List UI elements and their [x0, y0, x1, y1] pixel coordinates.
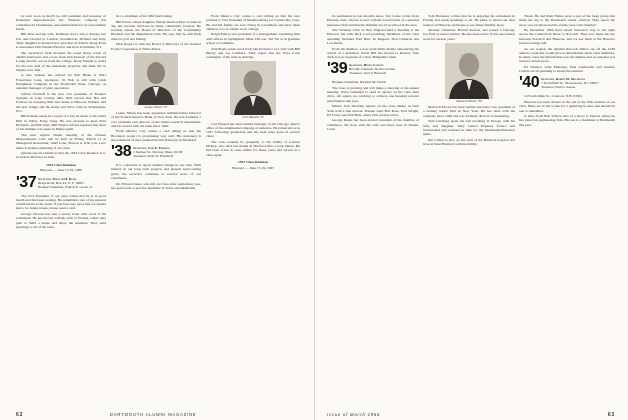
- class-note-paragraph: Walt Lindberg spent the fall traveling in Europe with his wife and daughter. They visited England, France and Switzerland and returned in time for the Dartmouth-Princeton game.: [423, 119, 515, 137]
- class-note-paragraph: Dick Rogers is with the Board of Directors of the General Foods Corporation at White Plains.: [111, 42, 201, 51]
- photo-caption-hassett: Carl Hassett '37: [242, 115, 264, 120]
- class-note-paragraph: Ed Wallace, John Mahoney, Paul Lanfranchi and Andrew Collins are all planning to attend the reunion.: [519, 64, 615, 74]
- class-note-paragraph: As our request the Alumni Records Office cut off the 1939 address cards that would give us information about class members. In many cases the information was incomplete and we ask that you send us current news.: [519, 46, 615, 64]
- class-note-paragraph: Dr. Edward Jones, who left our class after sophomore year, has gone back to practice medicine in Texas and Oklahoma.: [111, 181, 201, 190]
- class-heading-38: [111, 145, 201, 159]
- class-note-paragraph: The Vermont Club of New England held a meeting at the Hanover Inn with Dick Lord presiding. Members of the class attending included Fred Burr, Al Ruppert, Don Cameron and Lou Kerns.: [327, 28, 419, 45]
- class-address-37: Ridge Road, Box 44, N. Y. 10005: [38, 180, 84, 185]
- photo-caption-nilson: Lamar Nilson '37: [144, 104, 168, 109]
- left-column-2: [111, 14, 201, 396]
- class-note-paragraph: From Mexico City comes a card telling us that his new position is Vice President of Manufacturing for Canada Dry Corp. He and his family are now living in Larchmont and have three children, two of whom are in college.: [206, 14, 300, 31]
- class-address-39: Box 98, Caldwell, North Carolina: [349, 67, 396, 72]
- class-heading-40: [519, 76, 615, 90]
- class-year-38: '38: [111, 143, 132, 161]
- class-note-paragraph: Ralph Ellis is vice president of a management consulting firm with offices in Springfield, Mass. His son, Ted '64, is in graduate school at Columbia.: [206, 32, 300, 45]
- photo-caption-moore: Maxwell Moore '39: [456, 98, 482, 103]
- class-note-paragraph: Gilbert Frohloff is the new vice president of Frontier Systems in Lake County. Mrs. Hall reports that Hal and Frances are enjoying their new home at Hanover, Indiana, and the new bridge and the Army and Navy Club in Washington, D.C.: [16, 91, 106, 113]
- class-note-paragraph: Bill Eaton, whose daughter Wendy married Peter Conner in '64, has become involved in many community projects. He recently joined the Board of Directors of the Community Hospital and the Republican Club. He says that he still finds time for golf and fishing.: [111, 19, 201, 41]
- l-c1-b-text-block: [16, 194, 106, 229]
- page-number-right: 63: [607, 412, 615, 418]
- class-note-paragraph: Bill Kunsen sends in a report of a trip he made to the Guild Hall in Valley Forge Song. He was pleased to meet Fred Richards, and Bill Jules. Phil Wentworth has reported that most of his summer was spent in Maine again.: [16, 114, 106, 132]
- class-note-paragraph: From Mexico City comes a card telling us that the Brockport project is progressing very well. His stationery is the letterhead of the Canadian Pacific Railways in Montreal.: [111, 129, 201, 142]
- class-note-paragraph: The next regular dinner meeting of the Eastern Massachusetts Club will be held on Friday, March 11 at Dukeguard Restaurant, Stuff Lane, Boston at 6:30 p.m. Let's make it another gathering of our class.: [16, 132, 106, 150]
- class-year-39: '39: [327, 60, 348, 78]
- l-c1-a-text-block: [16, 14, 106, 160]
- class-agent-38: Treasurer, Peter W. Ernsdorff: [133, 154, 173, 159]
- right-column-2: [423, 14, 515, 396]
- class-heading-39: [327, 62, 419, 76]
- reunion-title-1934: 1934 Class Reunion: [46, 162, 76, 167]
- class-note-paragraph: Tom Boyle sends word from San Francisco of a visit with Bill Hurley and Joe Lombard. They report that the West Coast contingent of the class is thriving.: [206, 46, 300, 60]
- class-year-37: '37: [16, 173, 37, 191]
- issue-date: Issue of March 1966: [327, 412, 381, 417]
- class-secretary-37: Secretary, William H. Keyes: [38, 176, 77, 181]
- left-column-1: [16, 14, 106, 396]
- class-note-paragraph: Lamar Nilson has been appointed Administrative Director of the Federal Reserve Bank of New York. He was formerly a vice president and director of the bank's research department, and has served with the bank since 1946.: [111, 111, 201, 128]
- class-secretary-39: Secretary, Henry Conklin: [349, 63, 384, 68]
- class-note-paragraph: A new address has arrived for Bob Blake at 2021 Forestview Lane, Glenview, Ill. Bob is still with Clark Equipment Company in the Production Plant. Chicago, as assistant manager of plant operations.: [16, 73, 106, 91]
- class-year-40: '40: [519, 74, 540, 92]
- class-address-40: 1 North Bath St., Moorestown, N.J. 08057: [541, 81, 599, 86]
- class-note-paragraph: Bill Ross and his wife, Kathleen, had a trip to Europe last fall, and traveled to London, Scandinavia, Holland and Italy. Their daughter is married now and lives in Zurich. Doug Frost is associated with Western Electric and lives in Summit, N.J.: [16, 32, 106, 50]
- class-address-38: 1 Sumner St., Newton, Mass. 02158: [133, 150, 183, 155]
- class-note-paragraph: 14 North Main St., Concord, N.H. 03301: [524, 94, 583, 99]
- class-note-paragraph: Thorn. He and Ruth Elaine were a part of the large group that made the trip to the Dartmouth winter carnival. They report the snow was excellent and the events were well attended.: [519, 14, 615, 27]
- l-c2-a-text-block: [111, 14, 201, 51]
- class-note-paragraph: The class is growing and will make a showing at the annual meeting. We're reminded to send in reports on the class fund drive. All agents are working to achieve one hundred percent participation this year.: [327, 85, 419, 103]
- class-note-paragraph: Another classmate, Harold Stewart, has joined a Chicago law firm as senior partner. He has been active in bar association work for several years.: [423, 28, 515, 41]
- headshot-photo-nilson: [111, 53, 201, 105]
- class-note-paragraph: Our secretary's mail includes the usual heavy batch of alumni fund news and a note from Jack Pearson of the Second Lodge directly across from the village. Doug Fennell is ready for the new half of the retirement program, and finds life in Naples to be fine.: [16, 50, 106, 72]
- class-agent-39: Treasurer, Jean V. Hancock: [349, 71, 387, 76]
- right-column-1: [327, 14, 419, 396]
- right-page: [314, 0, 628, 420]
- r-c2-b-text-block: [423, 105, 515, 146]
- r-c3-b-text-block: [519, 94, 615, 127]
- r-c1-a-text-block: [327, 14, 419, 59]
- l-c3-b-text-block: [206, 122, 300, 157]
- headshot-photo-hassett: [206, 61, 300, 115]
- left-column-3: [206, 14, 300, 396]
- class-note-paragraph: Bequest Chairman, Richard M. Welch: [332, 80, 387, 85]
- class-heading-37: [16, 173, 106, 191]
- right-column-3: [519, 14, 615, 396]
- class-agent-37: Bequest Chairman, Francis E. Lyons, Jr.: [38, 184, 93, 189]
- class-note-paragraph: Hanover has been chosen as the site of the 25th reunion of our class. Plans are in the works for a gathering in June that should be one to remember.: [519, 100, 615, 113]
- class-note-paragraph: A letter from Bob Wilson tells of a move to Denver where he has joined an engineering firm. His son is a freshman at Dartmouth this year.: [519, 114, 615, 127]
- class-secretary-38: Secretary, John E. Emerson: [133, 146, 170, 151]
- l-c2-c-text-block: [111, 163, 201, 190]
- class-secretary-40: Secretary, Robert M. Macmillen: [541, 77, 586, 82]
- reunion-dates-1937: Hanover — June 13-19, 1967: [231, 165, 275, 170]
- r-c2-a-text-block: [423, 14, 515, 41]
- class-note-paragraph: George Stevens has sent a newsy letter with word of his retirement. He has moved with his wife to Florida, where they plan to build a house and enjoy the sunshine. They send greetings to all of the class.: [16, 212, 106, 229]
- class-note-paragraph: The class extends its sympathy to the family of Gordon McKay, who died last month in Hartford after a long illness. He had been active in class affairs for many years and served as a class agent.: [206, 139, 300, 157]
- r-c1-b-text-block: [327, 80, 419, 131]
- class-note-paragraph: By December 1966 fund raised Sarasota's way to the right across the Connecticut River to Norwich. They now make the trip between Norwich and Hanover, and we see them at the Hanover Green looking well.: [519, 28, 615, 45]
- reunion-dates-1934: Hanover — June 13-19, 1966: [39, 168, 83, 173]
- class-note-paragraph: Carl Hassett has been named manager of the Chicago district office of the Aluminum Company of America. He joined Alcoa in 1937 following graduation and has held sales posts in several cities.: [206, 121, 300, 139]
- reunion-title-1937: 1937 Class Reunion: [238, 159, 268, 164]
- class-note-paragraph: Dinner Jack Sheridan reports on the class dinner in New York with a fine turnout. Present were Bob Ross, Tom Wright, Ed Carey and Walt Hale, along with several wives.: [327, 104, 419, 117]
- page-number-left: 62: [16, 412, 24, 418]
- class-note-paragraph: be co-chairman of its 1966 fund raising.: [116, 14, 173, 18]
- class-agent-40: Treasurer, Paul G. Keene: [541, 85, 576, 90]
- class-note-paragraph: in town soon as they'll be still president and treasurer of Industrial Reproductions, Inc. Warren's company has completed its Cleanliness, and underwritten for two investment funds.: [16, 14, 106, 31]
- class-note-paragraph: Maxwell Moore has been named executive vice president of a leading textile firm in New York. He has been with the company since 1946 and was formerly director of marketing.: [423, 105, 515, 118]
- class-note-paragraph: Tom Hennessy writes that he is enjoying his retirement in Florida and sends greetings to all. He plans to attend our next reunion in Hanover and hopes to see many familiar faces.: [423, 14, 515, 27]
- magazine-title: DARTMOUTH ALUMNI MAGAZINE: [110, 412, 197, 417]
- class-note-paragraph: From the mailbox: a note from Wells Kelley announcing the arrival of a grandson; Norm Hill has moved to Denver; Stan Tuck is now treasurer of a New Hampshire bank.: [327, 46, 419, 60]
- headshot-photo-moore: [423, 43, 515, 99]
- r-c3-a-text-block: [519, 14, 615, 73]
- class-note-paragraph: George Deane has been elected president of his chamber of commerce. He lives with his wife and three sons in Darien, Conn.: [327, 118, 419, 131]
- class-note-paragraph: Annual reports remind us that the 1934 Class Reunion is to be held in Hanover in June.: [16, 151, 106, 160]
- class-note-paragraph: be nominated in last month's news. Ted Crane writes from Phoenix, Ariz., that he is now with the local branch of a national insurance firm and that his children are all in school in the area.: [327, 14, 419, 27]
- class-note-paragraph: Jim Cullen is now on the staff of the Hartford hospital and lives in West Hartford with his family.: [423, 137, 515, 146]
- l-c3-a-text-block: [206, 14, 300, 59]
- class-note-paragraph: The Vice President of our class writes that he is in good health and has been reading. He remembers one of his greatest contributions to the team. If you have any news that we should know for future issues, please send a card.: [16, 193, 106, 211]
- l-c2-b-text-block: [111, 111, 201, 142]
- class-note-paragraph: It is a pleasure to report another change in our class. With interest in our long term projects and general fund raising goals, the secretary continues to receive news of our classmates.: [111, 163, 201, 180]
